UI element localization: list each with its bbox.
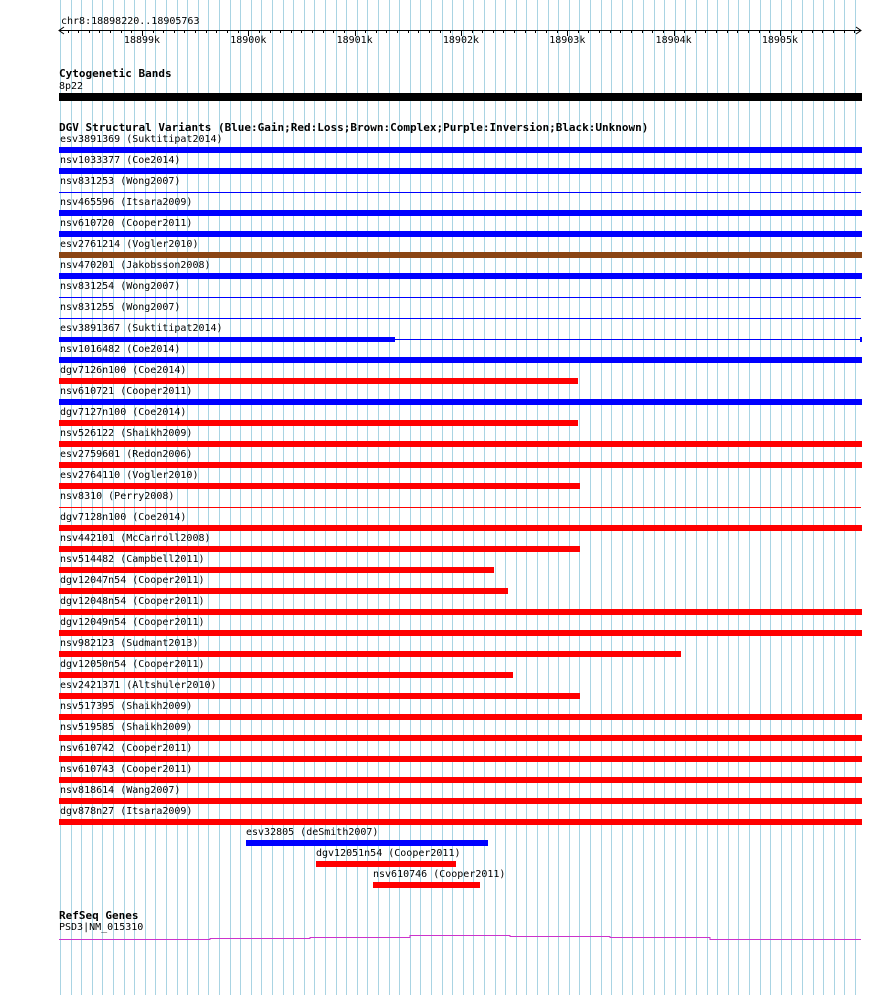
variant-bar [59,420,578,426]
cytoband-bar [59,93,862,101]
variant-label[interactable]: esv32805 (deSmith2007) [246,827,379,838]
variant-bar [59,252,862,258]
variant-label[interactable]: nsv514482 (Campbell2011) [60,554,205,565]
variant-bar [59,756,862,762]
refseq-track-title[interactable]: RefSeq Genes [59,909,139,922]
variant-label[interactable]: dgv12048n54 (Cooper2011) [60,596,205,607]
variant-bar [59,168,862,174]
variant-label[interactable]: esv2761214 (Vogler2010) [60,239,199,250]
variant-label[interactable]: nsv610743 (Cooper2011) [60,764,193,775]
variant-label[interactable]: dgv7128n100 (Coe2014) [60,512,187,523]
variant-label[interactable]: nsv610746 (Cooper2011) [373,869,506,880]
variant-bar [59,483,580,489]
variant-bar [59,337,395,342]
variant-label[interactable]: esv2759601 (Redon2006) [60,449,193,460]
variant-bar [59,672,513,678]
variant-label[interactable]: nsv610720 (Cooper2011) [60,218,193,229]
dgv-track-title[interactable]: DGV Structural Variants (Blue:Gain;Red:Loss;Brown:Complex;Purple:Inversion;Black:Unknown) [59,121,649,134]
variant-bar [59,798,862,804]
ruler-tick-label: 18905k [761,35,798,46]
variant-bar [59,777,862,783]
variant-label[interactable]: esv2421371 (Altshuler2010) [60,680,217,691]
variant-label[interactable]: nsv1033377 (Coe2014) [60,155,181,166]
variant-label[interactable]: nsv526122 (Shaikh2009) [60,428,193,439]
variant-bar [59,714,862,720]
ruler-tick-label: 18901k [336,35,373,46]
variant-label[interactable]: dgv12050n54 (Cooper2011) [60,659,205,670]
variant-bar [59,567,494,573]
variant-label[interactable]: esv3891369 (Suktitipat2014) [60,134,223,145]
variant-label[interactable]: nsv470201 (Jakobsson2008) [60,260,211,271]
variant-bar [316,861,456,867]
variant-label[interactable]: nsv831255 (Wong2007) [60,302,181,313]
variant-bar [59,819,862,825]
variant-label[interactable]: nsv519585 (Shaikh2009) [60,722,193,733]
ruler-tick-label: 18899k [123,35,161,46]
variant-label[interactable]: nsv831254 (Wong2007) [60,281,181,292]
ruler-tick-label: 18902k [442,35,480,46]
variant-bar [59,231,862,237]
variant-bar [59,357,862,363]
variant-bar [59,378,578,384]
position-label: chr8:18898220..18905763 [61,16,200,27]
variant-label[interactable]: nsv610721 (Cooper2011) [60,386,193,397]
variant-bar [59,525,862,531]
variant-bar [59,609,862,615]
refseq-gene-line [59,936,861,940]
variant-bar [59,546,580,552]
variant-bar [59,462,862,468]
variant-label[interactable]: nsv8310 (Perry2008) [60,491,175,502]
variant-label[interactable]: nsv610742 (Cooper2011) [60,743,193,754]
variant-bar [59,147,862,153]
variant-bar [246,840,488,846]
variant-bar [59,651,681,657]
variant-bar [59,273,862,279]
variant-bar [59,441,862,447]
ruler-tick-label: 18903k [549,35,586,46]
variant-label[interactable]: dgv12049n54 (Cooper2011) [60,617,205,628]
variant-label[interactable]: nsv831253 (Wong2007) [60,176,181,187]
variant-label[interactable]: dgv878n27 (Itsara2009) [60,806,193,817]
cytoband-track-title[interactable]: Cytogenetic Bands [59,67,172,80]
variant-bar [59,630,862,636]
variant-bar [59,588,508,594]
variant-bar [373,882,480,888]
ruler-tick-label: 18904k [655,35,692,46]
variant-label[interactable]: nsv1016482 (Coe2014) [60,344,181,355]
variant-label[interactable]: nsv442101 (McCarroll2008) [60,533,211,544]
variant-label[interactable]: dgv12051n54 (Cooper2011) [316,848,461,859]
variant-bar [59,693,580,699]
variant-bar [59,210,862,216]
variant-label[interactable]: esv3891367 (Suktitipat2014) [60,323,223,334]
variant-bar [59,735,862,741]
refseq-gene-label[interactable]: PSD3|NM_015310 [59,922,144,933]
variant-label[interactable]: nsv818614 (Wang2007) [60,785,181,796]
variant-bar [59,399,862,405]
variant-label[interactable]: dgv12047n54 (Cooper2011) [60,575,205,586]
ruler-tick-label: 18900k [230,35,267,46]
cytoband-label: 8p22 [59,81,84,92]
variant-label[interactable]: esv2764110 (Vogler2010) [60,470,199,481]
variant-label[interactable]: nsv982123 (Sudmant2013) [60,638,199,649]
variant-label[interactable]: nsv465596 (Itsara2009) [60,197,193,208]
variant-label[interactable]: nsv517395 (Shaikh2009) [60,701,193,712]
variant-bar-end [860,337,862,342]
variant-label[interactable]: dgv7126n100 (Coe2014) [60,365,187,376]
variant-label[interactable]: dgv7127n100 (Coe2014) [60,407,187,418]
